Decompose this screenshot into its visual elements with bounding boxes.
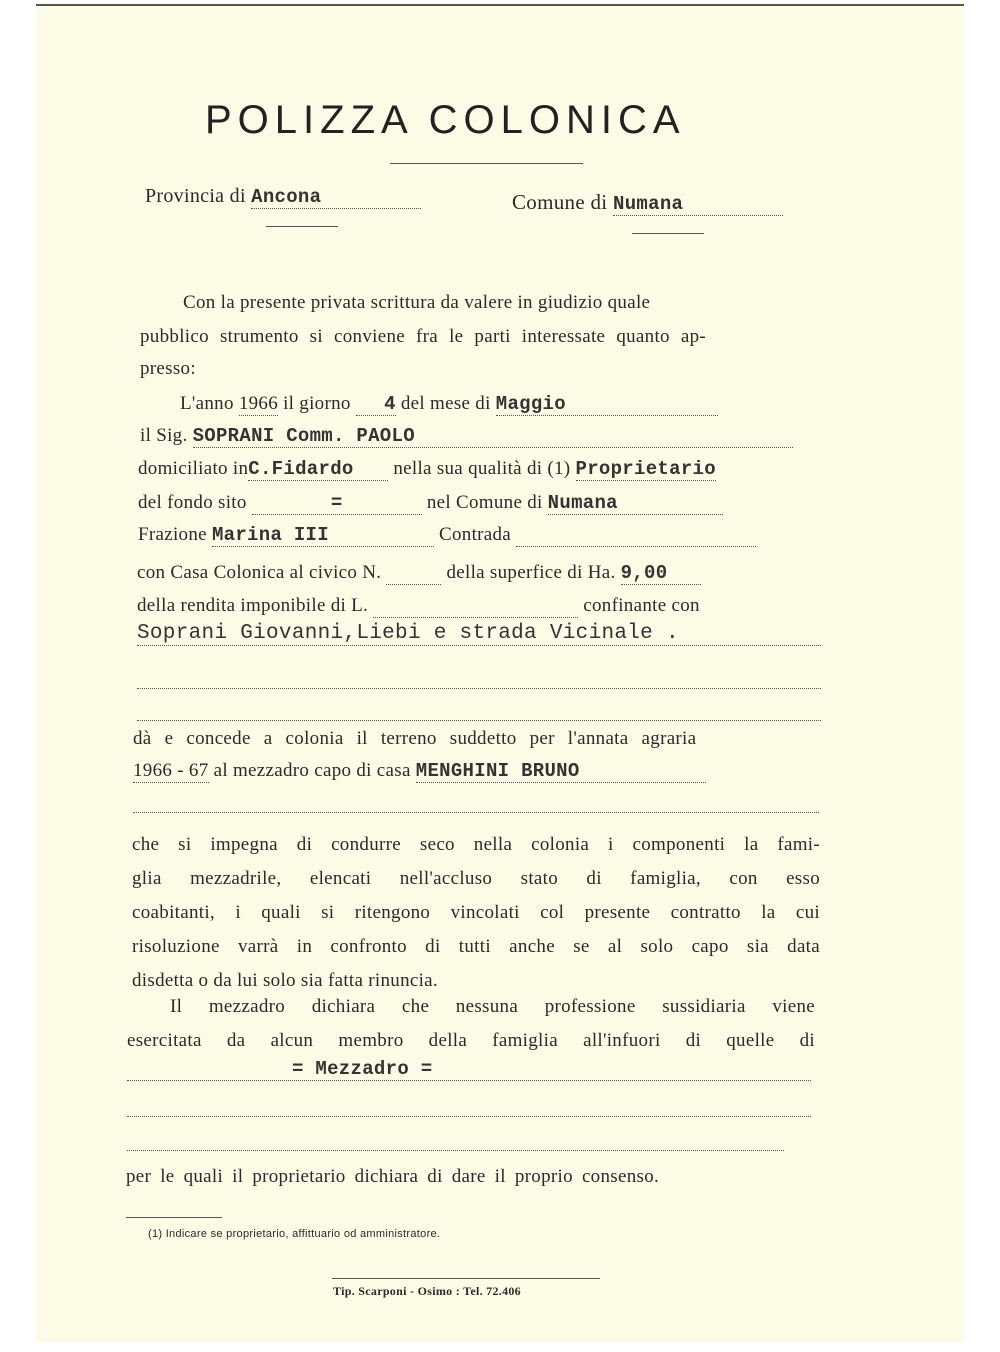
footnote-divider xyxy=(126,1217,222,1218)
divider xyxy=(632,233,704,234)
date-line: L'anno 1966 il giorno 4 del mese di Maggio xyxy=(180,393,718,416)
annata-line: 1966 - 67 al mezzadro capo di casa MENGHINI BRUNO xyxy=(133,760,706,783)
domicilio-line: domiciliato inC.Fidardo nella sua qualità di (1) Proprietario xyxy=(138,458,716,480)
divider xyxy=(266,226,338,227)
confini-line: Soprani Giovanni,Liebi e strada Vicinale . xyxy=(137,622,821,646)
printer-credit: Tip. Scarponi - Osimo : Tel. 72.406 xyxy=(333,1284,521,1298)
intro-line: pubblico strumento si conviene fra le parti interessate quanto ap- xyxy=(140,326,707,347)
footnote: (1) Indicare se proprietario, affittuario od amministratore. xyxy=(148,1228,441,1240)
fondo-line: del fondo sito = nel Comune di Numana xyxy=(138,492,723,515)
civico-line: con Casa Colonica al civico N. della superfice di Ha. 9,00 xyxy=(137,562,701,585)
blank-line xyxy=(127,1128,784,1151)
blank-line xyxy=(137,698,821,721)
printer-divider xyxy=(332,1278,600,1279)
rendita-line: della rendita imponibile di L. confinante con xyxy=(137,595,700,616)
professione-line: esercitata da alcun membro della famiglia all'infuori di quelle di xyxy=(127,1030,815,1051)
consenso-line: per le quali il proprietario dichiara di dare il proprio consenso. xyxy=(126,1166,660,1187)
blank-line xyxy=(137,666,821,689)
frazione-line: Frazione Marina III Contrada xyxy=(138,524,756,547)
intro-line: presso: xyxy=(140,358,196,379)
concede-line: dà e concede a colonia il terreno suddetto per l'annata agraria xyxy=(133,728,697,749)
page-title: POLIZZA COLONICA xyxy=(205,98,686,142)
blank-line xyxy=(127,1094,811,1117)
impegno-paragraph: che si impegna di condurre seco nella colonia i componenti la fami- glia mezzadrile, elencati nell'accluso stato di famiglia, con esso coabitanti, i quali si ritengono vincolati col presente contratto la cui risoluzione varrà in confronto di tutti anche se al solo capo sia data disdetta o da lui solo sia fatta rinuncia. xyxy=(132,834,820,991)
comune-field: Comune di Numana xyxy=(512,190,783,216)
divider xyxy=(390,163,583,164)
professione-line: Il mezzadro dichiara che nessuna professione sussidiaria viene xyxy=(170,996,815,1017)
professione-value-line: = Mezzadro = xyxy=(127,1058,811,1081)
blank-line xyxy=(133,790,819,813)
sig-line: il Sig. SOPRANI Comm. PAOLO xyxy=(140,425,793,448)
intro-line: Con la presente privata scrittura da valere in giudizio quale xyxy=(183,292,651,313)
provincia-field: Provincia di Ancona xyxy=(145,185,421,209)
